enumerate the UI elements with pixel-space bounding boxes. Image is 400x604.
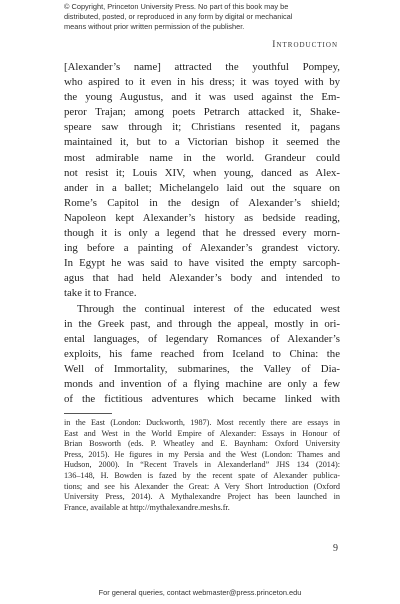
text-line: Well of Immortality, submarines, the Valley of Dia- <box>64 362 340 375</box>
footnote-rule <box>64 413 112 414</box>
footnote-line: East and West in the World Empire of Alexander: Essays in Honour of <box>64 428 340 438</box>
footnote-line: Press, 2015). He figures in my Persia and the West (London: Thames and <box>64 449 340 459</box>
footnote-line: Brian Bosworth (eds. P. Wheatley and E. Baynham: Oxford University <box>64 439 340 449</box>
page-number: 9 <box>333 543 338 554</box>
copyright-line: distributed, posted, or reproduced in any form by digital or mechanical <box>64 12 293 21</box>
footer-contact: For general queries, contact webmaster@press.princeton.edu <box>98 588 302 597</box>
paragraph-1 <box>64 60 340 302</box>
text-line: ander in a ballet; Michelangelo laid out the square on <box>64 181 340 194</box>
footnote <box>64 418 340 513</box>
footnote-line: in the East (London: Duckworth, 1987). Most recently there are essays in <box>64 418 340 427</box>
paragraph-2 <box>64 302 340 408</box>
text-line: In Egypt he was said to have visited the empty sarcoph- <box>64 257 340 270</box>
text-line: Rome’s Capitol in the design of Alexander’s shield; <box>64 196 340 209</box>
text-line: [Alexander’s name] attracted the youthful Pompey, <box>64 61 340 73</box>
text-line: exploits, his fame reached from Iceland to China: the <box>64 347 340 360</box>
copyright-line: © Copyright, Princeton University Press. No part of this book may be <box>64 2 289 11</box>
text-line: who aspired to it even in his dress; it was toyed with by <box>64 76 340 89</box>
text-line: not resist it; Louis XIV, when young, danced as Alex- <box>64 166 340 179</box>
footnote-line: 136–148, H. Bowden is fazed by the recent spate of Alexander publica- <box>64 470 340 480</box>
copyright-line: means without prior written permission of the publisher. <box>64 22 245 31</box>
copyright-notice <box>0 2 400 32</box>
text-line: monds and invention of a flying machine are only a few <box>64 377 340 390</box>
text-line: maintained it, but to a Victorian bishop it seemed the <box>64 136 340 149</box>
footnote-line: France, available at http://mythalexandre.meshs.fr. <box>64 502 230 512</box>
text-line: ing before a painting of Alexander’s grandest victory. <box>64 242 340 255</box>
text-line: agus that had held Alexander’s body and intended to <box>64 272 340 285</box>
text-line: peror Trajan; among poets Petrarch attacked it, Shake- <box>64 106 340 119</box>
text-line: of the fictitious adventures which became linked with <box>64 393 340 406</box>
footnote-line: tions; and see his Alexander the Great: A Very Short Introduction (Oxford <box>64 481 340 491</box>
text-line: the young Augustus, and it was used against the Em- <box>64 91 340 104</box>
text-line: most admirable name in the world. Grandeur could <box>64 151 340 164</box>
text-line: ental languages, of legendary Romances of Alexander’s <box>64 332 340 345</box>
text-line: speare saw through it; Christians resented it, pagans <box>64 121 340 134</box>
main-text <box>64 60 340 407</box>
footnote-line: Hudson, 2000). In “Recent Travels in Alexanderland” JHS 134 (2014): <box>64 460 340 470</box>
text-line: Napoleon kept Alexander’s history as bedside reading, <box>64 211 340 224</box>
text-line: Through the continual interest of the educated west <box>77 302 340 315</box>
running-head: Introduction <box>272 40 338 50</box>
text-line: in the Greek past, and through the appeal, mostly in ori- <box>64 317 340 330</box>
footnote-line: University Press, 2014). A Mythalexandre Project has been launched in <box>64 492 340 502</box>
text-line: take it to France. <box>64 287 137 300</box>
text-line: though it is only a legend that he dressed every morn- <box>64 227 340 240</box>
